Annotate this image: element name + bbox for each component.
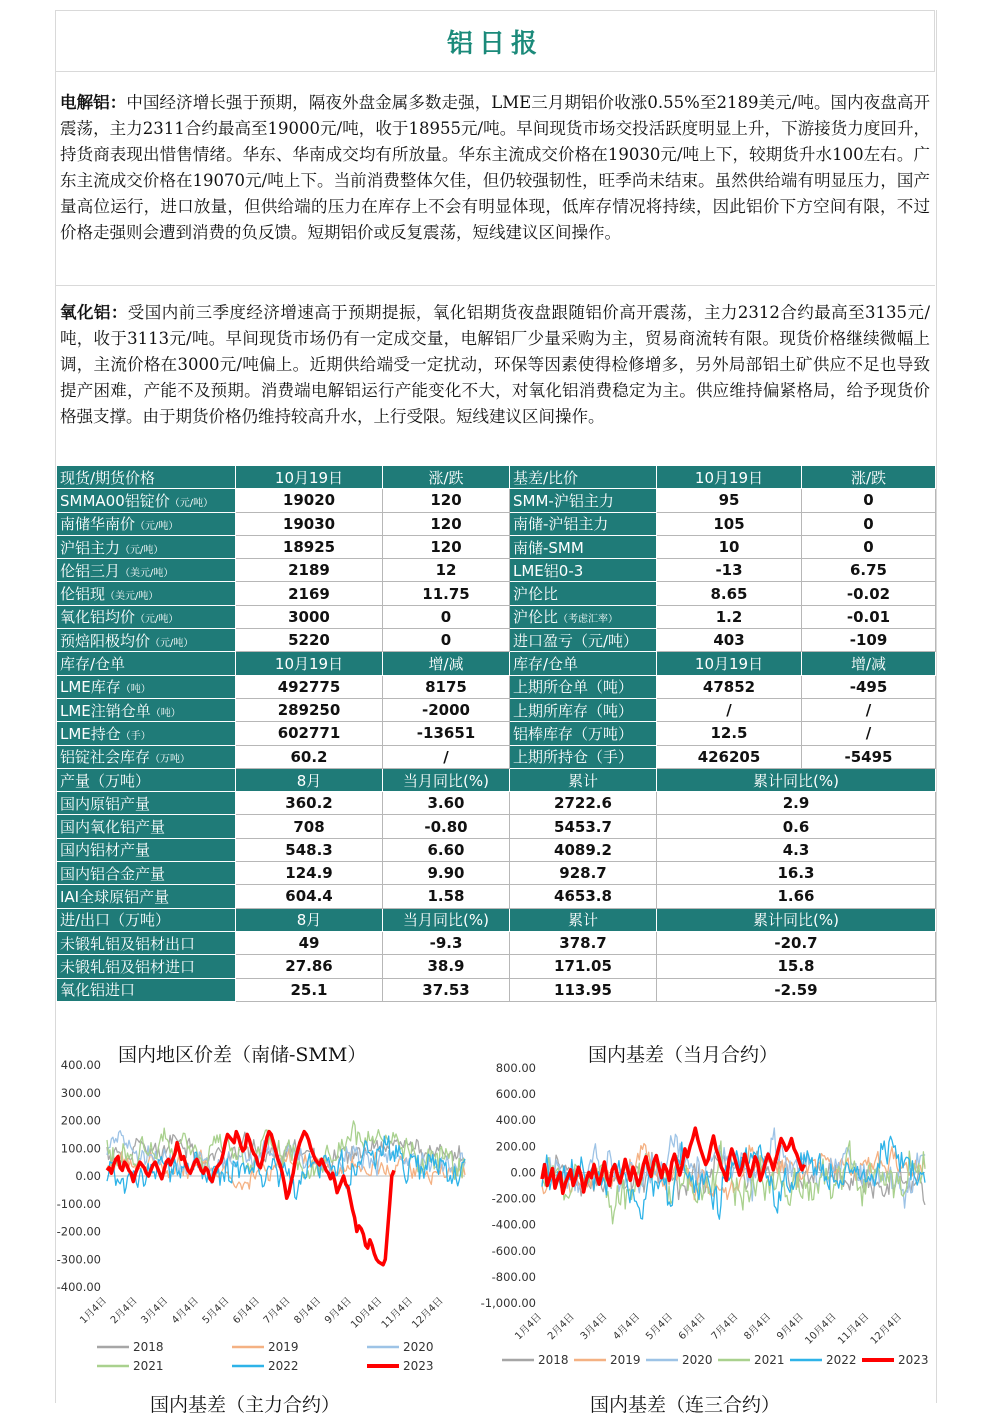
output-label: 国内铝合金产量 [57, 862, 236, 885]
spot-row [57, 605, 936, 628]
legend-label-2023: 2023 [403, 1359, 434, 1373]
output-row [57, 838, 936, 861]
spot-change: 0 [802, 512, 936, 535]
trade-header-cell: 当月同比(%) [383, 908, 510, 931]
spot-change: -0.01 [802, 605, 936, 628]
output-label: IAI全球原铝产量 [57, 885, 236, 908]
stock-header-cell: 库存/仓单 [57, 652, 236, 675]
output-yoy: 9.90 [383, 862, 510, 885]
spot-value: 19030 [236, 512, 383, 535]
legend-label-2019: 2019 [610, 1353, 641, 1367]
spot-change: 0 [802, 489, 936, 512]
spot-value: 8.65 [657, 582, 802, 605]
stock-label: 上期所仓单（吨） [510, 675, 657, 698]
spot-value: -13 [657, 559, 802, 582]
trade-cumulative-yoy: -20.7 [657, 931, 936, 954]
chart2-title: 国内基差（当月合约） [588, 1044, 779, 1066]
spot-change: 6.75 [802, 559, 936, 582]
stock-row [57, 722, 936, 745]
output-cumulative: 4089.2 [510, 838, 657, 861]
y-tick-label: 200.00 [60, 1113, 101, 1128]
trade-cumulative-yoy: 15.8 [657, 955, 936, 978]
spot-row [57, 629, 936, 652]
output-value: 124.9 [236, 862, 383, 885]
stock-header-cell: 10月19日 [657, 652, 802, 675]
legend-label-2022: 2022 [268, 1359, 299, 1373]
output-cumulative-yoy: 0.6 [657, 815, 936, 838]
spot-change: 0 [383, 605, 510, 628]
report-title: 铝日报 [446, 28, 543, 59]
stock-value: 602771 [236, 722, 383, 745]
stock-change: / [383, 745, 510, 768]
x-tick-label: 1月4日 [513, 1311, 545, 1343]
stock-label: 铝棒库存（万吨） [510, 722, 657, 745]
spot-header-cell: 10月19日 [236, 466, 383, 489]
output-cumulative-yoy: 1.66 [657, 885, 936, 908]
output-label: 国内氧化铝产量 [57, 815, 236, 838]
spot-change: 120 [383, 535, 510, 558]
legend-label-2018: 2018 [538, 1353, 569, 1367]
spot-change: -0.02 [802, 582, 936, 605]
output-header-cell: 累计同比(%) [657, 768, 936, 791]
trade-value: 25.1 [236, 978, 383, 1001]
electrolytic-aluminum-paragraph [60, 90, 930, 246]
legend-label-2021: 2021 [133, 1359, 164, 1373]
x-tick-label: 6月4日 [231, 1295, 263, 1327]
stock-label: LME注销仓单（吨） [57, 698, 236, 721]
chart4-title: 国内基差（连三合约） [590, 1394, 781, 1416]
spot-header-cell: 涨/跌 [802, 466, 936, 489]
x-tick-label: 1月4日 [78, 1295, 110, 1327]
spot-label: 沪伦比 [510, 582, 657, 605]
spot-row [57, 559, 936, 582]
output-yoy: 6.60 [383, 838, 510, 861]
trade-header-row [57, 908, 936, 931]
output-header-row [57, 768, 936, 791]
stock-label: 上期所持仓（手） [510, 745, 657, 768]
output-value: 548.3 [236, 838, 383, 861]
spot-label: LME铝0-3 [510, 559, 657, 582]
x-tick-label: 3月4日 [578, 1311, 610, 1343]
output-value: 604.4 [236, 885, 383, 908]
spot-change: 120 [383, 489, 510, 512]
spot-value: 2169 [236, 582, 383, 605]
trade-header-cell: 8月 [236, 908, 383, 931]
stock-value: 492775 [236, 675, 383, 698]
output-cumulative: 2722.6 [510, 792, 657, 815]
spot-value: 3000 [236, 605, 383, 628]
spot-change: 12 [383, 559, 510, 582]
spot-header-cell: 基差/比价 [510, 466, 657, 489]
x-tick-label: 8月4日 [742, 1311, 774, 1343]
x-tick-label: 7月4日 [709, 1311, 741, 1343]
alumina-paragraph [60, 300, 930, 430]
spot-label: 沪伦比（考虑汇率） [510, 605, 657, 628]
legend-label-2022: 2022 [826, 1353, 857, 1367]
trade-cumulative: 113.95 [510, 978, 657, 1001]
y-tick-label: -200.00 [491, 1191, 536, 1206]
x-tick-label: 11月4日 [836, 1311, 872, 1347]
spot-label: SMM-沪铝主力 [510, 489, 657, 512]
trade-value: 27.86 [236, 955, 383, 978]
x-tick-label: 10月4日 [803, 1311, 839, 1347]
domestic-basis-chart [480, 1055, 935, 1385]
trade-row [57, 931, 936, 954]
trade-header-cell: 累计同比(%) [657, 908, 936, 931]
spot-label: 进口盈亏（元/吨） [510, 629, 657, 652]
x-tick-label: 9月4日 [775, 1311, 807, 1343]
regional-spread-chart [55, 1055, 475, 1385]
spot-value: 18925 [236, 535, 383, 558]
spot-label: 南储-SMM [510, 535, 657, 558]
x-tick-label: 2月4日 [108, 1295, 140, 1327]
output-value: 360.2 [236, 792, 383, 815]
stock-change: / [802, 698, 936, 721]
trade-yoy: 37.53 [383, 978, 510, 1001]
spot-label: 伦铝现（美元/吨） [57, 582, 236, 605]
output-cumulative-yoy: 16.3 [657, 862, 936, 885]
x-tick-label: 3月4日 [139, 1295, 171, 1327]
legend-label-2018: 2018 [133, 1340, 164, 1354]
output-yoy: 1.58 [383, 885, 510, 908]
spot-label: 伦铝三月（美元/吨） [57, 559, 236, 582]
alumina-heading: 氧化铝： [60, 303, 128, 322]
y-tick-label: -400.00 [491, 1217, 536, 1232]
stock-row [57, 745, 936, 768]
output-label: 国内铝材产量 [57, 838, 236, 861]
legend-label-2021: 2021 [754, 1353, 785, 1367]
x-tick-label: 12月4日 [410, 1295, 446, 1331]
spot-value: 2189 [236, 559, 383, 582]
y-tick-label: 100.00 [60, 1141, 101, 1156]
electrolytic-aluminum-text: 中国经济增长强于预期，隔夜外盘金属多数走强，LME三月期铝价收涨0.55%至2189美元/吨。国内夜盘高开震荡，主力2311合约最高至19000元/吨，收于18955元/吨。早间现货市场交投活跃度明显上升，下游接货力度回升，持货商表现出惜售情绪。华东、华南成交均有所放量。华东主流成交价格在19030元/吨上下，较期货升水100左右。广东主流成交价格在19070元/吨上下。当前消费整体欠佳，但仍较强韧性，旺季尚未结束。虽然供给端有明显压力，国产量高位运行，进口放量，但供给端的压力在库存上不会有明显体现，低库存情况将持续，因此铝价下方空间有限，不过价格走强则会遭到消费的负反馈。短期铝价或反复震荡，短线建议区间操作。 [60, 93, 930, 242]
trade-label: 未锻轧铝及铝材进口 [57, 955, 236, 978]
stock-change: 8175 [383, 675, 510, 698]
trade-header-cell: 累计 [510, 908, 657, 931]
spot-row [57, 535, 936, 558]
output-row [57, 885, 936, 908]
chart1-title: 国内地区价差（南储-SMM） [118, 1044, 367, 1066]
legend-label-2020: 2020 [682, 1353, 713, 1367]
stock-header-cell: 10月19日 [236, 652, 383, 675]
output-header-cell: 累计 [510, 768, 657, 791]
y-tick-label: 400.00 [495, 1113, 536, 1128]
spot-value: 95 [657, 489, 802, 512]
output-cumulative: 5453.7 [510, 815, 657, 838]
output-row [57, 862, 936, 885]
trade-header-cell: 进/出口（万吨） [57, 908, 236, 931]
spot-change: 120 [383, 512, 510, 535]
y-tick-label: 800.00 [495, 1061, 536, 1075]
y-tick-label: -400.00 [56, 1280, 101, 1294]
spot-value: 10 [657, 535, 802, 558]
spot-header-cell: 现货/期货价格 [57, 466, 236, 489]
y-tick-label: -300.00 [56, 1252, 101, 1267]
y-tick-label: -200.00 [56, 1224, 101, 1239]
trade-cumulative-yoy: -2.59 [657, 978, 936, 1001]
stock-value: / [657, 698, 802, 721]
stock-change: / [802, 722, 936, 745]
trade-row [57, 955, 936, 978]
spot-row [57, 512, 936, 535]
x-tick-label: 11月4日 [379, 1295, 416, 1331]
chart3-title: 国内基差（主力合约） [150, 1394, 341, 1416]
trade-yoy: 38.9 [383, 955, 510, 978]
output-header-cell: 产量（万吨） [57, 768, 236, 791]
stock-label: 铝锭社会库存（万吨） [57, 745, 236, 768]
y-tick-label: -800.00 [491, 1269, 536, 1284]
output-header-cell: 8月 [236, 768, 383, 791]
legend-label-2023: 2023 [898, 1353, 929, 1367]
x-tick-label: 2月4日 [545, 1311, 577, 1343]
output-cumulative: 4653.8 [510, 885, 657, 908]
output-header-cell: 当月同比(%) [383, 768, 510, 791]
alumina-text: 受国内前三季度经济增速高于预期提振，氧化铝期货夜盘跟随铝价高开震荡，主力2312合约最高至3135元/吨，收于3113元/吨。早间现货市场仍有一定成交量，电解铝厂少量采购为主，贸易商流转有限。现货价格继续微幅上调，主流价格在3000元/吨偏上。近期供给端受一定扰动，环保等因素使得检修增多，另外局部铝土矿供应不足也导致提产困难，产能不及预期。消费端电解铝运行产能变化不大，对氧化铝消费稳定为主。供应维持偏紧格局，给予现货价格强支撑。由于期货价格仍维持较高升水，上行受限。短线建议区间操作。 [60, 303, 931, 426]
output-cumulative-yoy: 2.9 [657, 792, 936, 815]
output-row [57, 792, 936, 815]
output-row [57, 815, 936, 838]
stock-header-cell: 增/减 [383, 652, 510, 675]
y-tick-label: 0.00 [75, 1169, 101, 1183]
spot-header-cell: 涨/跌 [383, 466, 510, 489]
stock-row [57, 675, 936, 698]
stock-change: -2000 [383, 698, 510, 721]
spot-change: 11.75 [383, 582, 510, 605]
x-tick-label: 6月4日 [676, 1311, 708, 1343]
x-tick-label: 8月4日 [292, 1295, 324, 1327]
stock-value: 289250 [236, 698, 383, 721]
trade-row [57, 978, 936, 1001]
electrolytic-aluminum-heading: 电解铝： [60, 93, 127, 112]
output-label: 国内原铝产量 [57, 792, 236, 815]
trade-cumulative: 378.7 [510, 931, 657, 954]
spot-label: 预焙阳极均价（元/吨） [57, 629, 236, 652]
stock-value: 60.2 [236, 745, 383, 768]
spot-label: 南储华南价（元/吨） [57, 512, 236, 535]
stock-header-row [57, 652, 936, 675]
spot-change: 0 [802, 535, 936, 558]
x-tick-label: 4月4日 [611, 1311, 643, 1343]
paragraph-divider [55, 285, 935, 286]
y-tick-label: 200.00 [495, 1139, 536, 1154]
stock-change: -13651 [383, 722, 510, 745]
y-tick-label: -600.00 [491, 1243, 536, 1258]
spot-value: 1.2 [657, 605, 802, 628]
stock-row [57, 698, 936, 721]
x-tick-label: 12月4日 [868, 1311, 905, 1347]
trade-cumulative: 171.05 [510, 955, 657, 978]
output-yoy: -0.80 [383, 815, 510, 838]
stock-change: -5495 [802, 745, 936, 768]
spot-label: SMMA00铝锭价（元/吨） [57, 489, 236, 512]
legend-label-2019: 2019 [268, 1340, 299, 1354]
spot-value: 19020 [236, 489, 383, 512]
output-cumulative-yoy: 4.3 [657, 838, 936, 861]
spot-label: 氧化铝均价（元/吨） [57, 605, 236, 628]
output-yoy: 3.60 [383, 792, 510, 815]
y-tick-label: -100.00 [56, 1196, 101, 1211]
output-value: 708 [236, 815, 383, 838]
x-tick-label: 5月4日 [644, 1311, 676, 1343]
spot-label: 沪铝主力（元/吨） [57, 535, 236, 558]
spot-row [57, 582, 936, 605]
y-tick-label: 400.00 [60, 1058, 101, 1072]
trade-label: 未锻轧铝及铝材出口 [57, 931, 236, 954]
x-tick-label: 9月4日 [322, 1295, 354, 1327]
trade-label: 氧化铝进口 [57, 978, 236, 1001]
spot-row [57, 489, 936, 512]
y-tick-label: -1,000.00 [480, 1296, 536, 1310]
y-tick-label: 300.00 [60, 1085, 101, 1100]
stock-header-cell: 库存/仓单 [510, 652, 657, 675]
stock-header-cell: 增/减 [802, 652, 936, 675]
stock-value: 47852 [657, 675, 802, 698]
stock-value: 426205 [657, 745, 802, 768]
spot-header-cell: 10月19日 [657, 466, 802, 489]
report-title-box [55, 10, 935, 72]
x-tick-label: 10月4日 [349, 1295, 385, 1331]
spot-value: 5220 [236, 629, 383, 652]
stock-label: LME持仓（手） [57, 722, 236, 745]
y-tick-label: 600.00 [495, 1087, 536, 1102]
spot-value: 403 [657, 629, 802, 652]
legend-label-2020: 2020 [403, 1340, 434, 1354]
spot-change: 0 [383, 629, 510, 652]
trade-value: 49 [236, 931, 383, 954]
price-data-table [56, 465, 936, 1002]
spot-header-row [57, 466, 936, 489]
spot-value: 105 [657, 512, 802, 535]
trade-yoy: -9.3 [383, 931, 510, 954]
stock-change: -495 [802, 675, 936, 698]
x-tick-label: 4月4日 [169, 1295, 201, 1327]
stock-label: 上期所库存（吨） [510, 698, 657, 721]
output-cumulative: 928.7 [510, 862, 657, 885]
x-tick-label: 5月4日 [200, 1295, 232, 1327]
spot-change: -109 [802, 629, 936, 652]
stock-label: LME库存（吨） [57, 675, 236, 698]
spot-label: 南储-沪铝主力 [510, 512, 657, 535]
x-tick-label: 7月4日 [261, 1295, 293, 1327]
stock-value: 12.5 [657, 722, 802, 745]
y-tick-label: 0.00 [510, 1165, 536, 1180]
